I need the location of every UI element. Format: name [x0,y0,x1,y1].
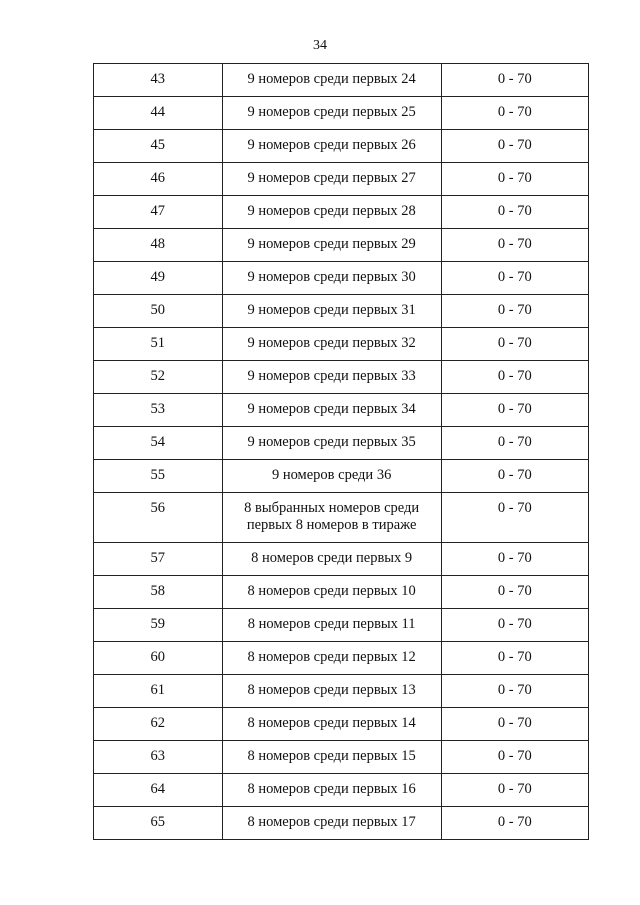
table-row [94,807,589,840]
row-description: 9 номеров среди первых 29 [222,229,441,262]
table-row [94,576,589,609]
data-table [93,63,589,840]
row-number: 45 [94,130,223,163]
row-range: 0 - 70 [441,328,588,361]
table-row [94,609,589,642]
table-row [94,460,589,493]
row-description: 8 номеров среди первых 11 [222,609,441,642]
table-row [94,774,589,807]
row-range: 0 - 70 [441,609,588,642]
table-row [94,97,589,130]
row-number: 53 [94,394,223,427]
row-range: 0 - 70 [441,196,588,229]
row-range: 0 - 70 [441,394,588,427]
row-range: 0 - 70 [441,361,588,394]
row-description: 9 номеров среди первых 25 [222,97,441,130]
row-number: 44 [94,97,223,130]
row-description: 8 номеров среди первых 15 [222,741,441,774]
table-row [94,130,589,163]
row-number: 52 [94,361,223,394]
row-range: 0 - 70 [441,163,588,196]
row-description: 9 номеров среди первых 32 [222,328,441,361]
table-row [94,64,589,97]
row-range: 0 - 70 [441,741,588,774]
row-range: 0 - 70 [441,642,588,675]
row-range: 0 - 70 [441,427,588,460]
row-description: 8 номеров среди первых 17 [222,807,441,840]
row-range: 0 - 70 [441,64,588,97]
row-range: 0 - 70 [441,262,588,295]
row-number: 63 [94,741,223,774]
row-description: 9 номеров среди первых 30 [222,262,441,295]
table-row [94,394,589,427]
row-number: 54 [94,427,223,460]
row-number: 51 [94,328,223,361]
row-number: 48 [94,229,223,262]
row-description: 8 номеров среди первых 16 [222,774,441,807]
row-number: 56 [94,493,223,543]
row-description: 9 номеров среди первых 27 [222,163,441,196]
table-row [94,708,589,741]
row-description: 8 номеров среди первых 9 [222,543,441,576]
table-row [94,427,589,460]
row-range: 0 - 70 [441,460,588,493]
row-number: 49 [94,262,223,295]
row-number: 46 [94,163,223,196]
row-number: 57 [94,543,223,576]
row-description: 8 номеров среди первых 13 [222,675,441,708]
row-range: 0 - 70 [441,543,588,576]
table-row [94,642,589,675]
row-number: 62 [94,708,223,741]
row-number: 58 [94,576,223,609]
row-number: 64 [94,774,223,807]
row-description: 9 номеров среди первых 28 [222,196,441,229]
table-row [94,229,589,262]
row-description: 8 выбранных номеров среди первых 8 номеров в тираже [222,493,441,543]
table-body [94,64,589,840]
row-description: 9 номеров среди первых 34 [222,394,441,427]
table-row [94,361,589,394]
row-number: 47 [94,196,223,229]
table-row [94,493,589,543]
row-range: 0 - 70 [441,97,588,130]
page-number: 34 [313,38,327,53]
row-number: 50 [94,295,223,328]
row-description: 9 номеров среди первых 35 [222,427,441,460]
table-row [94,741,589,774]
table-row [94,163,589,196]
row-description: 9 номеров среди первых 33 [222,361,441,394]
row-range: 0 - 70 [441,807,588,840]
row-description: 8 номеров среди первых 14 [222,708,441,741]
table-row [94,328,589,361]
row-range: 0 - 70 [441,229,588,262]
row-description: 8 номеров среди первых 10 [222,576,441,609]
row-number: 59 [94,609,223,642]
row-range: 0 - 70 [441,675,588,708]
row-number: 65 [94,807,223,840]
table-row [94,675,589,708]
row-number: 61 [94,675,223,708]
table-row [94,543,589,576]
row-description: 8 номеров среди первых 12 [222,642,441,675]
row-number: 43 [94,64,223,97]
row-description: 9 номеров среди первых 24 [222,64,441,97]
row-range: 0 - 70 [441,708,588,741]
row-range: 0 - 70 [441,774,588,807]
row-description: 9 номеров среди первых 26 [222,130,441,163]
row-description: 9 номеров среди 36 [222,460,441,493]
row-description: 9 номеров среди первых 31 [222,295,441,328]
row-range: 0 - 70 [441,493,588,543]
table-row [94,295,589,328]
row-range: 0 - 70 [441,130,588,163]
row-range: 0 - 70 [441,576,588,609]
table-row [94,262,589,295]
row-range: 0 - 70 [441,295,588,328]
row-number: 55 [94,460,223,493]
table-row [94,196,589,229]
row-number: 60 [94,642,223,675]
